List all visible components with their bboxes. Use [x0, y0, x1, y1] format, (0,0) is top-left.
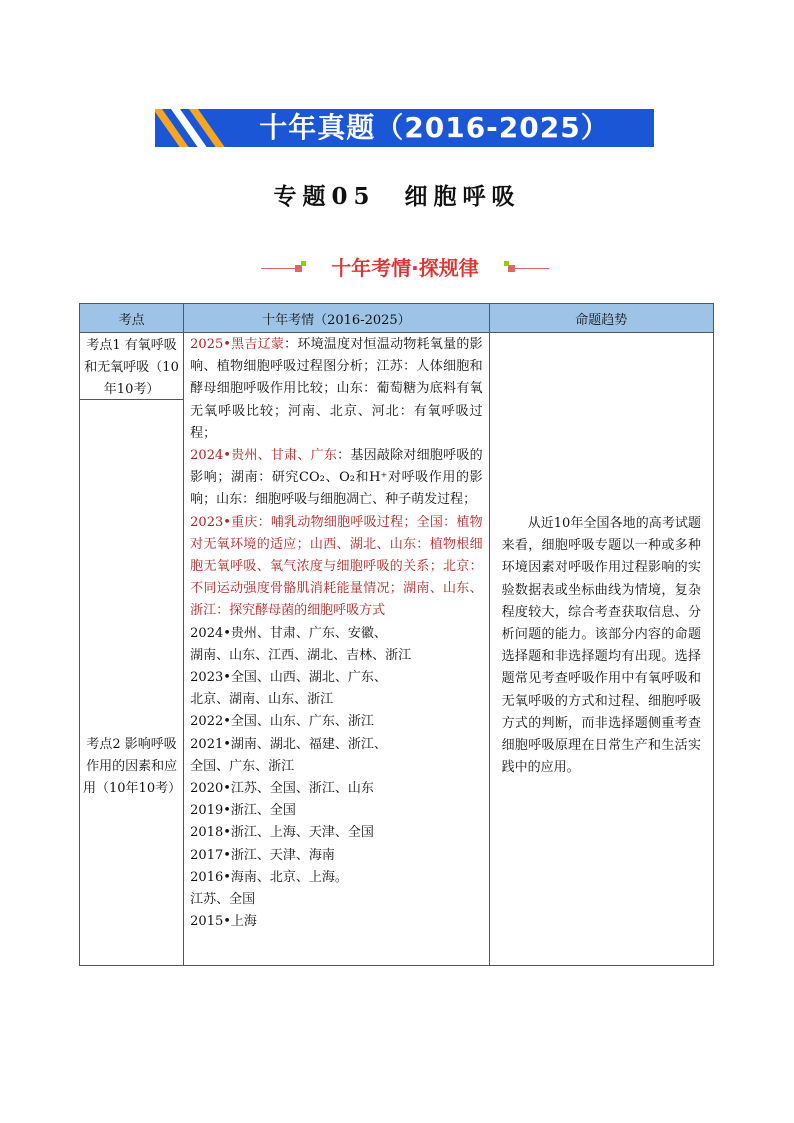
- timeline-entry: [190, 334, 482, 445]
- timeline-line: 湖南、山东、江西、湖北、吉林、浙江: [190, 647, 412, 663]
- header-kaodian: 考点: [80, 304, 184, 333]
- timeline-year: 2024•贵州、甘肃、广东: [190, 448, 338, 464]
- timeline-line: 2017•浙江、天津、海南: [190, 847, 335, 863]
- timeline-line: 2023•全国、山西、湖北、广东、: [190, 670, 387, 686]
- timeline-entry: [190, 445, 482, 512]
- timeline-line: 2020•江苏、全国、浙江、山东: [190, 781, 374, 797]
- timeline-year: 2023•重庆: [190, 514, 258, 530]
- kaoqing-cell: [184, 333, 489, 966]
- exam-analysis-table: [79, 303, 714, 966]
- trend-cell: [489, 333, 713, 966]
- timeline-text: ：环境温度对恒温动物耗氧量的影响、植物细胞呼吸过程图分析；江苏：人体细胞和酵母细胞呼吸作用比较；山东：葡萄糖为底料有氧无氧呼吸比较；河南、北京、河北：有氧呼吸过程；: [190, 337, 483, 441]
- banner-title: 十年真题（2016-2025）: [259, 111, 610, 144]
- timeline-text: ：哺乳动物细胞呼吸过程；全国：植物对无氧环境的适应；山西、湖北、山东：植物根细胞无氧呼吸、氧气浓度与细胞呼吸的关系；北京：不同运动强度骨骼肌消耗能量情况；湖南、山东、浙江：探究酵母菌的细胞呼吸方式: [190, 514, 483, 619]
- timeline-line: 北京、湖南、山东、浙江: [190, 692, 334, 708]
- title-banner: [155, 109, 654, 147]
- timeline-line: 2022•全国、山东、广东、浙江: [190, 714, 374, 730]
- kaodian-1: 考点1 有氧呼吸和无氧呼吸（10年10考）: [80, 333, 183, 400]
- timeline-text: ：基因敲除对细胞呼吸的影响；湖南：研究CO₂、O₂和H⁺对呼吸作用的影响；山东：细胞呼吸与细胞凋亡、种子萌发过程；: [190, 448, 483, 508]
- table-row: [80, 333, 714, 966]
- decor-square-icon: [504, 261, 509, 266]
- timeline: [184, 333, 488, 937]
- topic-subtitle: 专题05 细胞呼吸: [273, 183, 521, 210]
- kaodian-cell: [80, 333, 184, 966]
- trend-text: 从近10年全国各地的高考试题来看，细胞呼吸专题以一种或多种环境因素对呼吸作用过程影响的实验数据表或坐标曲线为情境，复杂程度较大，综合考查获取信息、分析问题的能力。该部分内容的命题选择题和非选择题均有出现。选择题常见考查呼吸作用中有氧呼吸和无氧呼吸的方式和过程、细胞呼吸方式的判断，而非选择题侧重考查细胞呼吸原理在日常生产和生活实践中的应用。: [501, 516, 701, 776]
- timeline-line: 2019•浙江、全国: [190, 803, 296, 819]
- timeline-line: 2024•贵州、甘肃、广东、安徽、: [190, 625, 387, 641]
- timeline-line: 江苏、全国: [190, 892, 256, 908]
- timeline-line: 2015•上海: [190, 914, 257, 930]
- section-title: 十年考情·探规律: [331, 256, 479, 280]
- kaodian-2: 考点2 影响呼吸作用的因素和应用（10年10考）: [83, 737, 182, 796]
- section-header: [255, 252, 555, 278]
- timeline-line: 2016•海南、北京、上海。: [190, 869, 348, 885]
- timeline-line: 2021•湖南、湖北、福建、浙江、: [190, 736, 387, 752]
- timeline-line: 2018•浙江、上海、天津、全国: [190, 825, 374, 841]
- decor-square-icon: [508, 265, 515, 272]
- section-line-right: [515, 268, 549, 269]
- header-kaoqing: 十年考情（2016-2025）: [184, 304, 489, 333]
- timeline-year: 2025•黑吉辽蒙: [190, 337, 285, 352]
- timeline-line: 全国、广东、浙江: [190, 758, 295, 774]
- table-header-row: [80, 304, 714, 333]
- header-trend: 命题趋势: [489, 304, 713, 333]
- timeline-entry: [190, 512, 482, 623]
